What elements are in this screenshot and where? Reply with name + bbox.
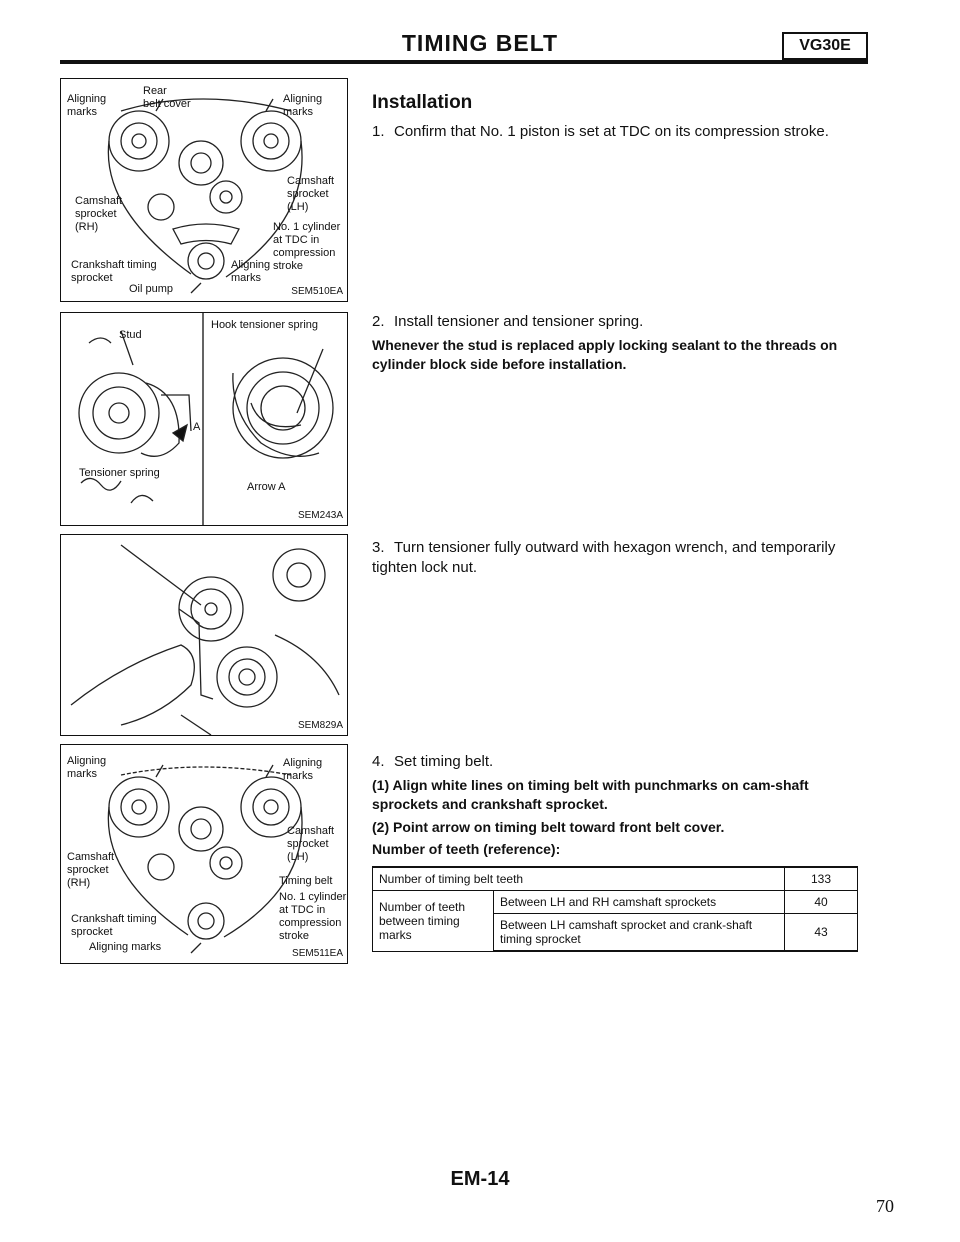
label-arrow-a: Arrow A [247,481,286,493]
step-text: Install tensioner and tensioner spring. [394,313,644,330]
hexagon-wrench-drawing-icon [61,535,347,735]
label-no1-cylinder-tdc: No. 1 cylinder at TDC in compression stroke [279,891,347,942]
step-text: Turn tensioner fully outward with hexagon wrench, and temporarily tighten lock nut. [372,539,836,576]
figure-code: SEM829A [297,720,343,731]
table-cell: Between LH and RH camshaft sprockets [494,891,785,914]
teeth-table [372,866,858,952]
step-number: 1. [372,123,385,140]
table-cell: Between LH camshaft sprocket and crank-shaft timing sprocket [494,914,785,952]
table-cell: Number of timing belt teeth [373,867,785,891]
table-row [373,891,858,914]
label-aligning-marks-bottom: Aligning marks [89,941,162,953]
label-camshaft-sprocket-rh: Camshaft sprocket (RH) [67,851,115,889]
header-rule [60,60,868,64]
figure-code: SEM511EA [292,948,343,959]
label-no1-cylinder-tdc: No. 1 cylinder at TDC in compression stroke [273,221,341,272]
label-timing-belt: Timing belt [279,875,333,887]
installation-heading: Installation [372,92,473,113]
page-number: 70 [876,1196,894,1216]
tensioner-drawing-icon [61,313,347,525]
label-camshaft-sprocket-rh: Camshaft sprocket (RH) [75,195,123,233]
page-label: EM-14 [450,1168,510,1190]
table-row [373,867,858,891]
label-aligning-marks-right: Aligning marks [283,757,323,782]
table-cell: 133 [785,867,858,891]
step-text: Confirm that No. 1 piston is set at TDC on its compression stroke. [394,123,829,140]
label-arrow-a-marker: A [193,421,201,433]
step-3 [372,538,862,578]
label-camshaft-sprocket-lh: Camshaft sprocket (LH) [287,175,335,213]
step-4 [372,752,862,772]
step-2-warning: Whenever the stud is replaced apply locking sealant to the threads on cylinder block side before installation. [372,337,838,372]
label-aligning-marks-right: Aligning marks [283,93,323,118]
label-camshaft-sprocket-lh: Camshaft sprocket (LH) [287,825,335,863]
table-cell: Number of teeth between timing marks [373,891,494,952]
table-cell: 40 [785,891,858,914]
label-aligning-marks-left: Aligning marks [67,755,107,780]
label-tensioner-spring: Tensioner spring [79,467,160,479]
label-oil-pump: Oil pump [129,283,174,295]
label-crankshaft-timing-sprocket: Crankshaft timing sprocket [71,259,157,284]
page-title: TIMING BELT [401,30,559,56]
figure-timing-belt-set [60,744,348,964]
step-text: Set timing belt. [394,753,494,770]
figure-hexagon-wrench [60,534,348,736]
teeth-heading: Number of teeth (reference): [372,841,561,857]
label-hook-tensioner-spring: Hook tensioner spring [211,319,319,331]
label-rear-belt-cover: Rear belt cover [143,85,191,110]
step-number: 3. [372,539,385,556]
label-aligning-marks-bottom: Aligning marks [231,259,271,284]
figure-sprocket-alignment [60,78,348,302]
step-2 [372,312,862,332]
step-4-sub-2: (2) Point arrow on timing belt toward front belt cover. [372,819,725,835]
label-crankshaft-timing-sprocket: Crankshaft timing sprocket [71,913,157,938]
step-1 [372,122,862,142]
step-number: 4. [372,753,385,770]
table-cell: 43 [785,914,858,952]
engine-code-badge: VG30E [782,32,868,60]
step-number: 2. [372,313,385,330]
label-stud: Stud [119,329,142,341]
step-4-sub-1: (1) Align white lines on timing belt with punchmarks on cam-shaft sprockets and crankshaft sprocket. [372,777,809,812]
label-aligning-marks-left: Aligning marks [67,93,107,118]
figure-code: SEM510EA [291,286,343,297]
figure-code: SEM243A [297,510,343,521]
figure-tensioner-spring [60,312,348,526]
